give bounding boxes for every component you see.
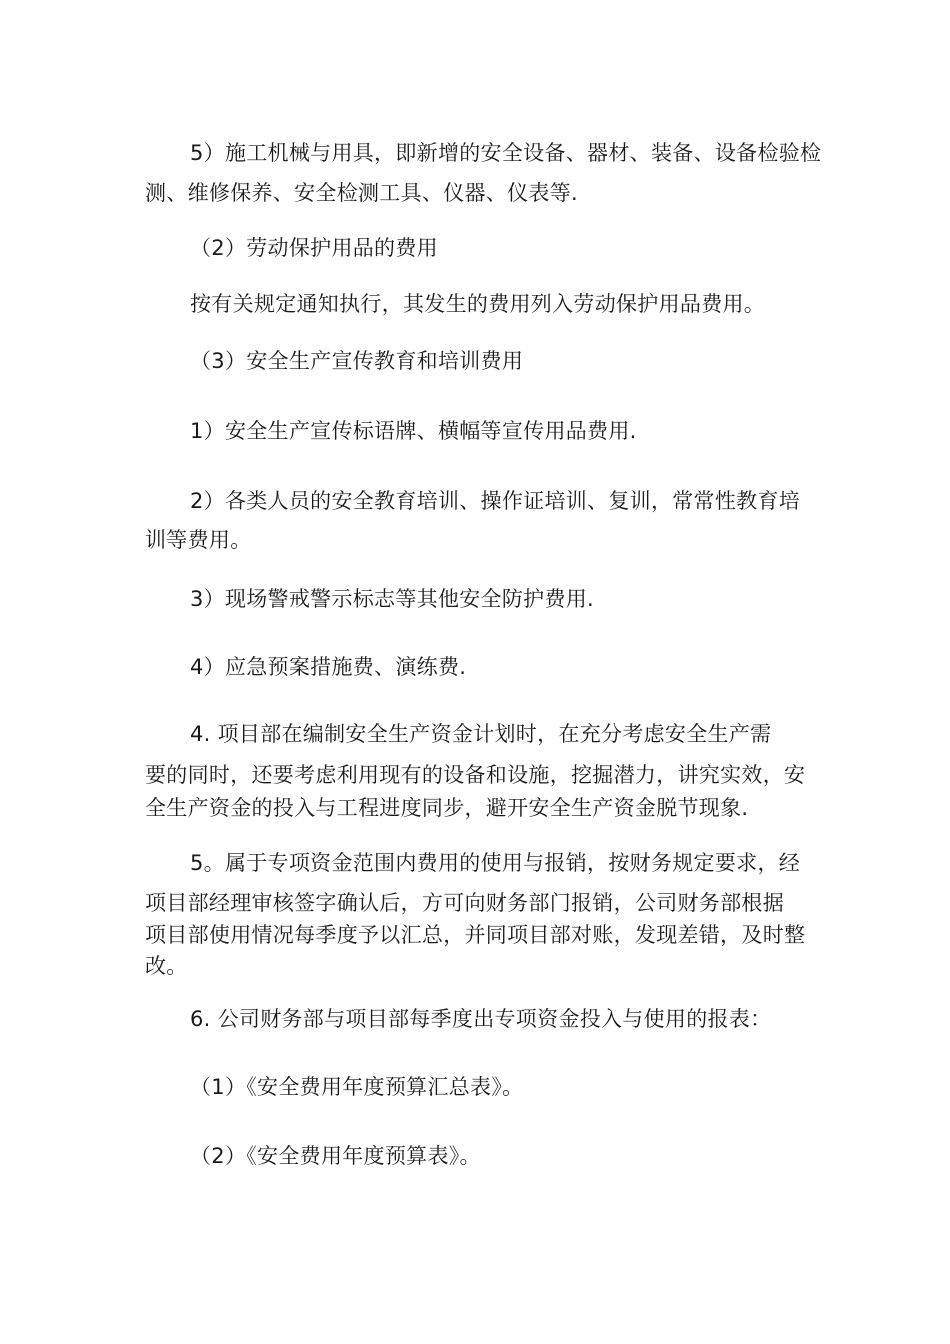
text-line: 项目部使用情况每季度予以汇总，并同项目部对账，发现差错，及时整: [145, 923, 806, 947]
text-line: 改。: [145, 954, 188, 978]
text-line: 6. 公司财务部与项目部每季度出专项资金投入与使用的报表：: [190, 1007, 772, 1031]
text-line: 要的同时，还要考虑利用现有的设备和设施，挖掘潜力，讲究实效，安: [145, 763, 806, 787]
text-line: 训等费用。: [145, 528, 252, 552]
text-line: 4）应急预案措施费、演练费.: [190, 655, 467, 679]
text-line: 测、维修保养、安全检测工具、仪器、仪表等.: [145, 181, 578, 205]
text-line: 3）现场警戒警示标志等其他安全防护费用.: [190, 587, 595, 611]
text-line: （2）《安全费用年度预算表》。: [190, 1144, 481, 1168]
text-line: 项目部经理审核签字确认后，方可向财务部门报销，公司财务部根据: [145, 891, 784, 915]
text-line: （1）《安全费用年度预算汇总表》。: [190, 1075, 524, 1099]
text-line: 2）各类人员的安全教育培训、操作证培训、复训，常常性教育培: [190, 489, 801, 513]
text-line: （2）劳动保护用品的费用: [190, 236, 438, 260]
text-line: 5）施工机械与用具，即新增的安全设备、器材、装备、设备检验检: [190, 141, 822, 165]
text-line: 按有关规定通知执行，其发生的费用列入劳动保护用品费用。: [190, 292, 766, 316]
text-line: 1）安全生产宣传标语牌、横幅等宣传用品费用.: [190, 419, 637, 443]
text-line: 4. 项目部在编制安全生产资金计划时，在充分考虑安全生产需: [190, 722, 772, 746]
text-line: （3）安全生产宣传教育和培训费用: [190, 349, 524, 373]
text-line: 全生产资金的投入与工程进度同步，避开安全生产资金脱节现象.: [145, 796, 749, 820]
text-line: 5。属于专项资金范围内费用的使用与报销，按财务规定要求，经: [190, 851, 801, 875]
